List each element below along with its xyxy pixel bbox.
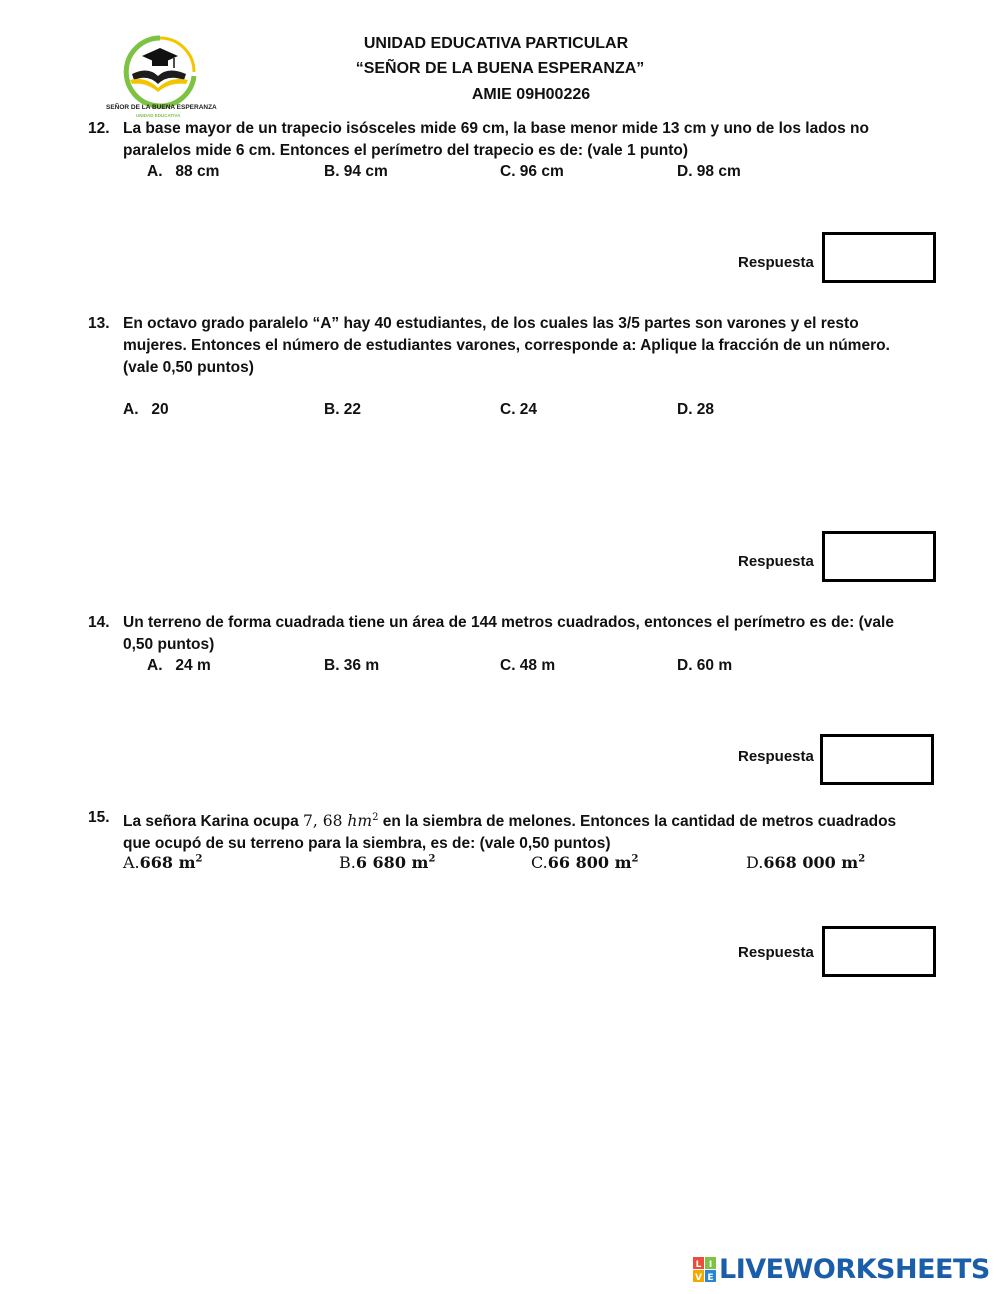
option-c[interactable]: C.66 800 $m^2$ — [531, 853, 639, 872]
school-type-title: UNIDAD EDUCATIVA PARTICULAR — [363, 35, 629, 52]
school-name-title: “SEÑOR DE LA BUENA ESPERANZA” — [355, 60, 645, 77]
icon-letter: L — [695, 1259, 702, 1270]
liveworksheets-footer[interactable] — [693, 1254, 990, 1285]
option-c[interactable]: C. 48 m — [500, 657, 556, 674]
logo-subtext: UNIDAD EDUCATIVA — [136, 113, 181, 118]
math-expression: 7, 68 $hm^2$ — [303, 812, 379, 831]
icon-letter: E — [707, 1272, 714, 1283]
option-a[interactable]: A. 88 cm — [147, 163, 220, 180]
option-b[interactable]: B.6 680 $m^2$ — [339, 853, 436, 872]
option-b[interactable]: B. 22 — [324, 401, 362, 418]
question-number: 12. — [88, 120, 110, 137]
question-text: En octavo grado paralelo “A” hay 40 estudiantes, de los cuales las 3/5 partes son varones y el resto mujeres. Entonces el número de estudiantes varones, corresponde a: Aplique la fracción de un número. (vale 0,50 puntos) — [123, 315, 890, 376]
question-number: 15. — [88, 809, 110, 826]
icon-letter: V — [695, 1272, 702, 1283]
option-b[interactable]: B. 94 cm — [324, 163, 388, 180]
answer-label: Respuesta — [738, 553, 814, 570]
answer-label: Respuesta — [738, 944, 814, 961]
option-d[interactable]: D. 28 — [677, 401, 715, 418]
answer-label: Respuesta — [738, 254, 814, 271]
option-d[interactable]: D. 98 cm — [677, 163, 741, 180]
option-a[interactable]: A. 20 — [123, 401, 169, 418]
question-number: 14. — [88, 614, 110, 631]
question-text: La base mayor de un trapecio isósceles mide 69 cm, la base menor mide 13 cm y uno de los lados no paralelos mide 6 cm. Entonces el perímetro del trapecio es de: (vale 1 punto) — [123, 120, 869, 159]
answer-box-14[interactable] — [820, 734, 934, 785]
answer-label: Respuesta — [738, 748, 814, 765]
option-d[interactable]: D. 60 m — [677, 657, 733, 674]
option-a[interactable]: A. 24 m — [147, 657, 211, 674]
option-c[interactable]: C. 24 — [500, 401, 538, 418]
option-d[interactable]: D.668 000 $m^2$ — [746, 853, 866, 872]
option-b[interactable]: B. 36 m — [324, 657, 380, 674]
logo-text: SEÑOR DE LA BUENA ESPERANZA — [106, 104, 217, 111]
question-text: Un terreno de forma cuadrada tiene un área de 144 metros cuadrados, entonces el perímetro es de: (vale 0,50 puntos) — [123, 614, 894, 653]
liveworksheets-logo-icon — [693, 1257, 717, 1283]
option-a[interactable]: A.668 $m^2$ — [123, 853, 203, 872]
icon-letter: I — [708, 1259, 713, 1270]
answer-box-12[interactable] — [822, 232, 936, 283]
question-text: La señora Karina ocupa 7, 68 $hm^2$ en la siembra de melones. Entonces la cantidad de metros cuadrados que ocupó de su terreno para la siembra, es de: (vale 0,50 puntos) — [123, 812, 897, 853]
liveworksheets-brand: LIVEWORKSHEETS — [719, 1254, 990, 1285]
option-c[interactable]: C. 96 cm — [500, 163, 564, 180]
school-amie-code: AMIE 09H00226 — [471, 86, 591, 103]
answer-box-15[interactable] — [822, 926, 936, 977]
answer-box-13[interactable] — [822, 531, 936, 582]
question-number: 13. — [88, 315, 110, 332]
